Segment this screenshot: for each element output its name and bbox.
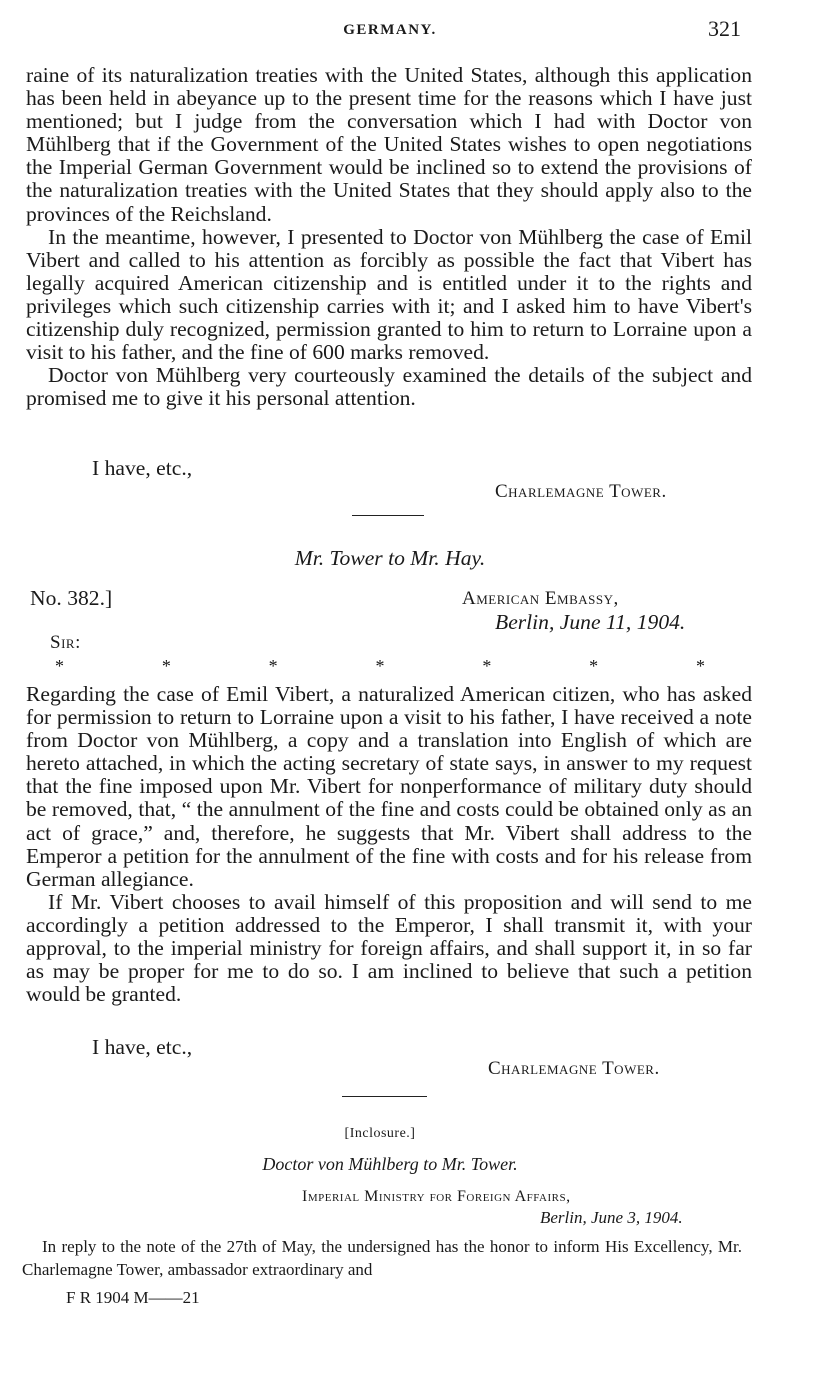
- inclosure-label: [Inclosure.]: [344, 1126, 416, 1141]
- star: *: [55, 656, 64, 676]
- closing-line: I have, etc.,: [92, 456, 193, 480]
- signature: Charlemagne Tower.: [488, 1058, 660, 1079]
- inclosure-place-date: Berlin, June 3, 1904.: [540, 1208, 683, 1227]
- section-divider: [352, 515, 424, 516]
- salutation: Sir:: [50, 632, 81, 653]
- place-date: Berlin, June 11, 1904.: [495, 610, 686, 634]
- letter-body: [26, 683, 752, 1006]
- star: *: [268, 656, 278, 676]
- star: *: [161, 656, 171, 676]
- star: *: [375, 656, 385, 676]
- page-number: 321: [708, 16, 741, 41]
- dispatch-number: No. 382.]: [30, 586, 113, 610]
- omission-stars: [55, 656, 705, 677]
- paragraph: Doctor von Mühlberg very courteously examined the details of the subject and promised me to give it his personal attention.: [26, 363, 752, 411]
- paragraph: raine of its naturalization treaties with the United States, although this application has been held in abeyance up to the present time for the reasons which I have just mentioned; but I judge from the conversation which I had with Doctor von Mühlberg that if the Government of the United States wishes to open negotiations the Imperial German Government would be inclined so to extend the provisions of the naturalization treaties with the United States that they should apply also to the provinces of the Reichsland.: [26, 63, 752, 226]
- sender-address: American Embassy,: [462, 588, 619, 609]
- section-divider: [342, 1096, 427, 1097]
- letter-heading: Mr. Tower to Mr. Hay.: [294, 546, 486, 570]
- running-header: GERMANY.: [343, 22, 437, 38]
- signature: Charlemagne Tower.: [495, 481, 667, 502]
- star: *: [482, 656, 492, 676]
- letter-continuation: [26, 64, 752, 410]
- paragraph: Regarding the case of Emil Vibert, a naturalized American citizen, who has asked for permission to return to Lorraine upon a visit to his father, I have received a note from Doctor von Mühlberg, a copy and a translation into English of which are hereto attached, in which the acting secretary of state says, in answer to my request that the fine imposed upon Mr. Vibert for nonperformance of military duty should be removed, that, “ the annulment of the fine and costs could be obtained only as an act of grace,” and, therefore, he suggests that Mr. Vibert shall address to the Emperor a petition for the annulment of the fine with costs and for his release from German allegiance.: [26, 682, 752, 891]
- star: *: [695, 656, 705, 676]
- inclosure-sender: Imperial Ministry for Foreign Affairs,: [302, 1188, 571, 1205]
- paragraph: In the meantime, however, I presented to Doctor von Mühlberg the case of Emil Vibert and called to his attention as forcibly as possible the fact that Vibert has legally acquired American citizenship and is entitled under it to the rights and privileges which such citizenship carries with it; and I asked him to have Vibert's citizenship duly recognized, permission granted to him to return to Lorraine upon a visit to his father, and the fine of 600 marks removed.: [26, 224, 752, 365]
- star: *: [589, 656, 599, 676]
- paragraph: If Mr. Vibert chooses to avail himself of this proposition and will send to me accordingly a petition addressed to the Emperor, I shall transmit it, with your approval, to the imperial ministry for foreign affairs, and shall support it, in so far as may be proper for me to do so. I am inclined to believe that such a petition would be granted.: [26, 889, 752, 1007]
- inclosure-body: [22, 1236, 742, 1281]
- paragraph: In reply to the note of the 27th of May, the undersigned has the honor to inform His Excellency, Mr. Charlemagne Tower, ambassador extraordinary and: [22, 1237, 742, 1279]
- inclosure-heading: Doctor von Mühlberg to Mr. Tower.: [262, 1154, 518, 1174]
- printer-signature-mark: F R 1904 M——21: [66, 1288, 200, 1307]
- closing-line: I have, etc.,: [92, 1035, 193, 1059]
